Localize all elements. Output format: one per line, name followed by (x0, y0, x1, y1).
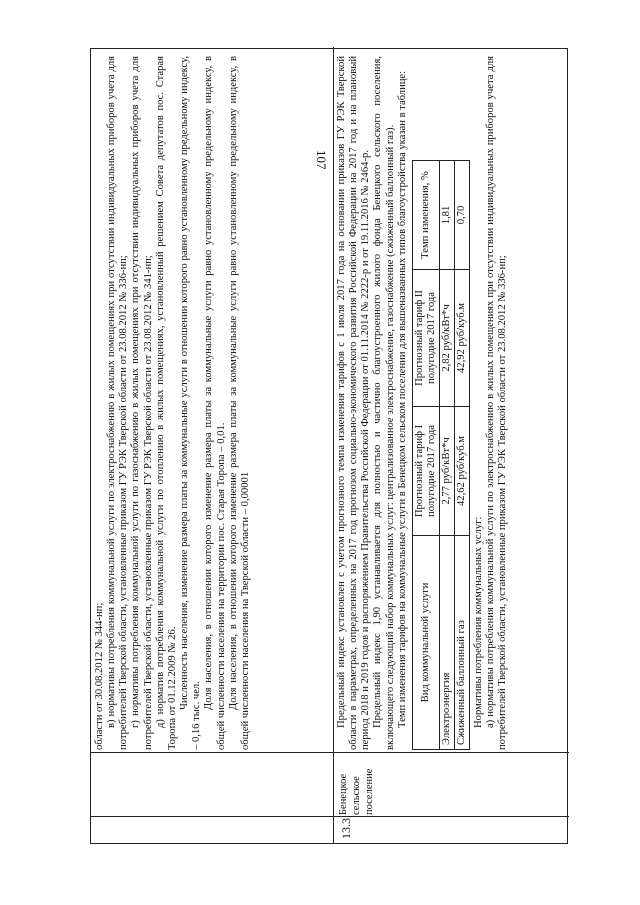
tariff-table (412, 160, 470, 750)
page-number: 107 (314, 150, 329, 170)
paragraph: Нормативы потребления коммунальных услуг: (472, 516, 484, 728)
table-cell: 1,81 (439, 161, 454, 270)
row-number (91, 817, 97, 843)
paragraph: Доля населения, в отношении которого изменение размера платы за коммунальные услуги равно установленному предельному индексу, в общей численности населения на Тверской области – 0,00001 (227, 56, 251, 750)
header-cell: Темп изменения, % (412, 161, 439, 270)
settlement-name-cell (333, 752, 569, 817)
table-cell: 2,82 руб/кВт*ч (439, 270, 454, 407)
table-row (91, 47, 334, 843)
tariff-table-header (412, 161, 439, 750)
header-cell: Прогнозный тариф I полугодие 2017 года (412, 407, 439, 536)
settlement-name: Бенецкое сельское поселение (338, 768, 375, 815)
paragraph: Предельный индекс установлен с учетом прогнозного темпа изменения тарифов с 1 июля 2017 года на основании приказов ГУ РЭК Тверской области в параметрах, определенных на 2017 год прогнозом социально-экономического развития Российской Федерации на 2017 год и на плановый период 2018 и 2019 годов и распоряжением Правительства Российской Федерации от 01.11.2014 № 2222-р и от 19.11.2016 № 2464-р. (336, 56, 372, 750)
row-number: 13.3 (339, 818, 353, 839)
paragraph: Численность населения, изменение размера платы за коммунальные услуги в отношении которого равно установленному предельному индексу, – 0,16 тыс. чел. (179, 56, 203, 750)
paragraph: д) норматив потребления коммунальной услуги по отоплению в жилых помещениях, установленный решением Совета депутатов пос. Старая Торопа от 01.12.2009 № 26. (154, 56, 178, 750)
paragraph: а) нормативы потребления коммунальной услуги по электроснабжению в жилых помещениях при отсутствии индивидуальных приборов учета для потребителей Тверской области, установленные приказом ГУ РЭК Тверской области от 23.08.2012 № 336-нп; (485, 56, 509, 750)
paragraph: Предельный индекс 1,90 устанавливается для полностью и частично благоустроенного жилого фонда Бенецкого сельского поселения, включающего следующий набор коммунальных услуг: централизованное электроснабжение, газоснабжение (сжиженный баллонный газ). (372, 56, 396, 750)
paragraph: г) нормативы потребления коммунальной услуги по газоснабжению в жилых помещениях при отсутствии индивидуальных приборов учета для потребителей Тверской области, установленные приказом ГУ РЭК Тверской области от 23.08.2012 № 341-нп; (130, 56, 154, 750)
row-number-cell (91, 816, 333, 843)
settlement-name-cell (91, 752, 333, 817)
table-row (333, 47, 569, 843)
table-cell: 42,62 руб/куб.м (454, 407, 469, 536)
table-cell: Сжиженный баллонный газ (454, 536, 469, 750)
table-cell: 0,70 (454, 161, 469, 270)
settlement-name (91, 753, 101, 817)
description-cell (333, 53, 569, 753)
header-cell: Прогнозный тариф II полугодие 2017 года (412, 270, 439, 407)
rotated-page-content (90, 48, 568, 844)
row-number-cell (333, 816, 569, 843)
description-cell (91, 53, 333, 753)
header-cell: Вид коммунальной услуги (412, 536, 439, 750)
tariff-table-row (439, 161, 454, 750)
table-cell: 2,77 руб/кВт*ч (439, 407, 454, 536)
settlement-table (90, 48, 568, 844)
paragraph: области от 30.08.2012 № 344-нп; (94, 602, 105, 750)
tariff-table-row (454, 161, 469, 750)
table-cell: Электроэнергия (439, 536, 454, 750)
paragraph: Доля населения, в отношении которого изменение размера платы за коммунальные услуги равно установленному предельному индексу, в общей численности населения на территории пос. Старая Торопа – 0,01. (203, 56, 227, 750)
paragraph: в) нормативы потребления коммунальной услуги по электроснабжению в жилых помещениях при отсутствии индивидуальных приборов учета для потребителей Тверской области, установленные приказом ГУ РЭК Тверской области от 23.08.2012 № 336-нп; (106, 56, 130, 750)
table-cell: 42,92 руб/куб.м (454, 270, 469, 407)
paragraph: Темп изменения тарифов на коммунальные услуги в Бенецком сельском поселении для вышеназванных типов благоустройства указан в таблице: (396, 70, 408, 728)
